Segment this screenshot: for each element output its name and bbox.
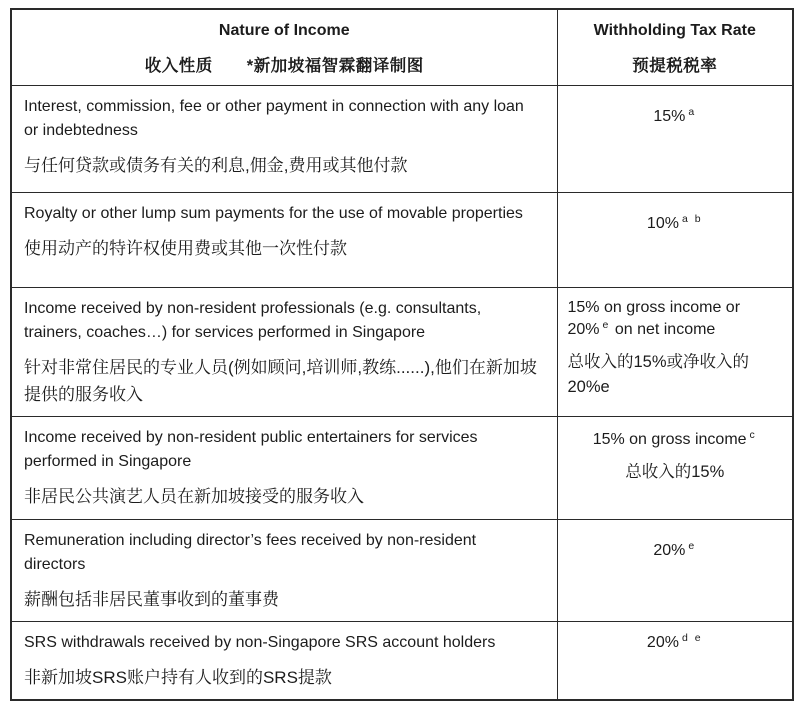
income-cell bbox=[11, 85, 557, 192]
rate-value: 20% bbox=[653, 541, 686, 559]
income-text-en: Interest, commission, fee or other payment in connection with any loan or indebtedness bbox=[24, 97, 524, 139]
table-row-directors bbox=[11, 519, 793, 621]
rate-text-en bbox=[566, 429, 785, 451]
rate-value: 15% bbox=[653, 107, 686, 125]
rate-cell bbox=[557, 85, 793, 192]
rate-line2-value: 20% bbox=[567, 321, 600, 339]
income-text-en: Income received by non-resident public entertainers for services performed in Singapore bbox=[24, 429, 478, 471]
rate-footnote: a bbox=[688, 105, 697, 118]
rate-line2-rest: on net income bbox=[610, 321, 716, 339]
rate-footnote: d e bbox=[681, 631, 703, 644]
table-header-row bbox=[11, 9, 793, 85]
header-withholding-tax-rate bbox=[557, 9, 793, 85]
rate-footnote: e bbox=[602, 319, 611, 332]
header-nature-of-income bbox=[11, 9, 557, 85]
rate-value: 10% bbox=[646, 214, 679, 232]
table-row-srs bbox=[11, 621, 793, 700]
table-row-entertainers bbox=[11, 417, 793, 519]
rate-footnote: a b bbox=[681, 212, 703, 225]
income-text-zh: 薪酬包括非居民董事收到的董事费 bbox=[24, 589, 279, 609]
income-cell bbox=[11, 192, 557, 287]
rate-cell bbox=[557, 621, 793, 700]
income-text-zh: 非新加坡SRS账户持有人收到的SRS提款 bbox=[24, 667, 332, 687]
rate-value: 20% bbox=[646, 633, 679, 651]
rate-text-en bbox=[568, 297, 787, 342]
rate-text-zh: 总收入的15%或净收入的20%e bbox=[567, 352, 750, 396]
income-text-zh: 针对非常住居民的专业人员(例如顾问,培训师,教练......),他们在新加坡提供的服务收入 bbox=[24, 357, 537, 405]
rate-text-zh: 总收入的15% bbox=[625, 462, 725, 481]
rate-footnote: c bbox=[749, 429, 757, 442]
income-text-zh: 使用动产的特许权使用费或其他一次性付款 bbox=[24, 238, 347, 258]
income-cell bbox=[11, 519, 557, 621]
income-cell bbox=[11, 287, 557, 416]
income-text-en: SRS withdrawals received by non-Singapore SRS account holders bbox=[24, 633, 496, 651]
withholding-tax-table bbox=[10, 8, 794, 701]
income-text-en: Royalty or other lump sum payments for the use of movable properties bbox=[24, 204, 523, 222]
rate-value: 15% on gross income bbox=[592, 431, 747, 449]
rate-cell bbox=[557, 519, 793, 621]
table-row-professionals bbox=[11, 287, 793, 416]
header-nature-zh: 收入性质 *新加坡福智霖翻译制图 bbox=[144, 57, 424, 76]
rate-cell bbox=[557, 417, 793, 519]
table-row-interest bbox=[11, 85, 793, 192]
income-text-en: Remuneration including director’s fees received by non-resident directors bbox=[24, 531, 477, 573]
table-row-royalty bbox=[11, 192, 793, 287]
rate-footnote: e bbox=[688, 539, 697, 552]
rate-line1: 15% on gross income or bbox=[567, 298, 741, 316]
income-cell bbox=[11, 417, 557, 519]
header-rate-en: Withholding Tax Rate bbox=[593, 22, 756, 39]
income-cell bbox=[11, 621, 557, 700]
rate-cell bbox=[557, 287, 793, 416]
income-text-zh: 与任何贷款或债务有关的利息,佣金,费用或其他付款 bbox=[24, 155, 408, 175]
header-nature-en: Nature of Income bbox=[218, 22, 350, 39]
income-text-en: Income received by non-resident professionals (e.g. consultants, trainers, coaches…) for services performed in Singapore bbox=[24, 299, 482, 341]
rate-cell bbox=[557, 192, 793, 287]
income-text-zh: 非居民公共演艺人员在新加坡接受的服务收入 bbox=[24, 487, 364, 507]
header-rate-zh: 预提税税率 bbox=[632, 57, 718, 76]
